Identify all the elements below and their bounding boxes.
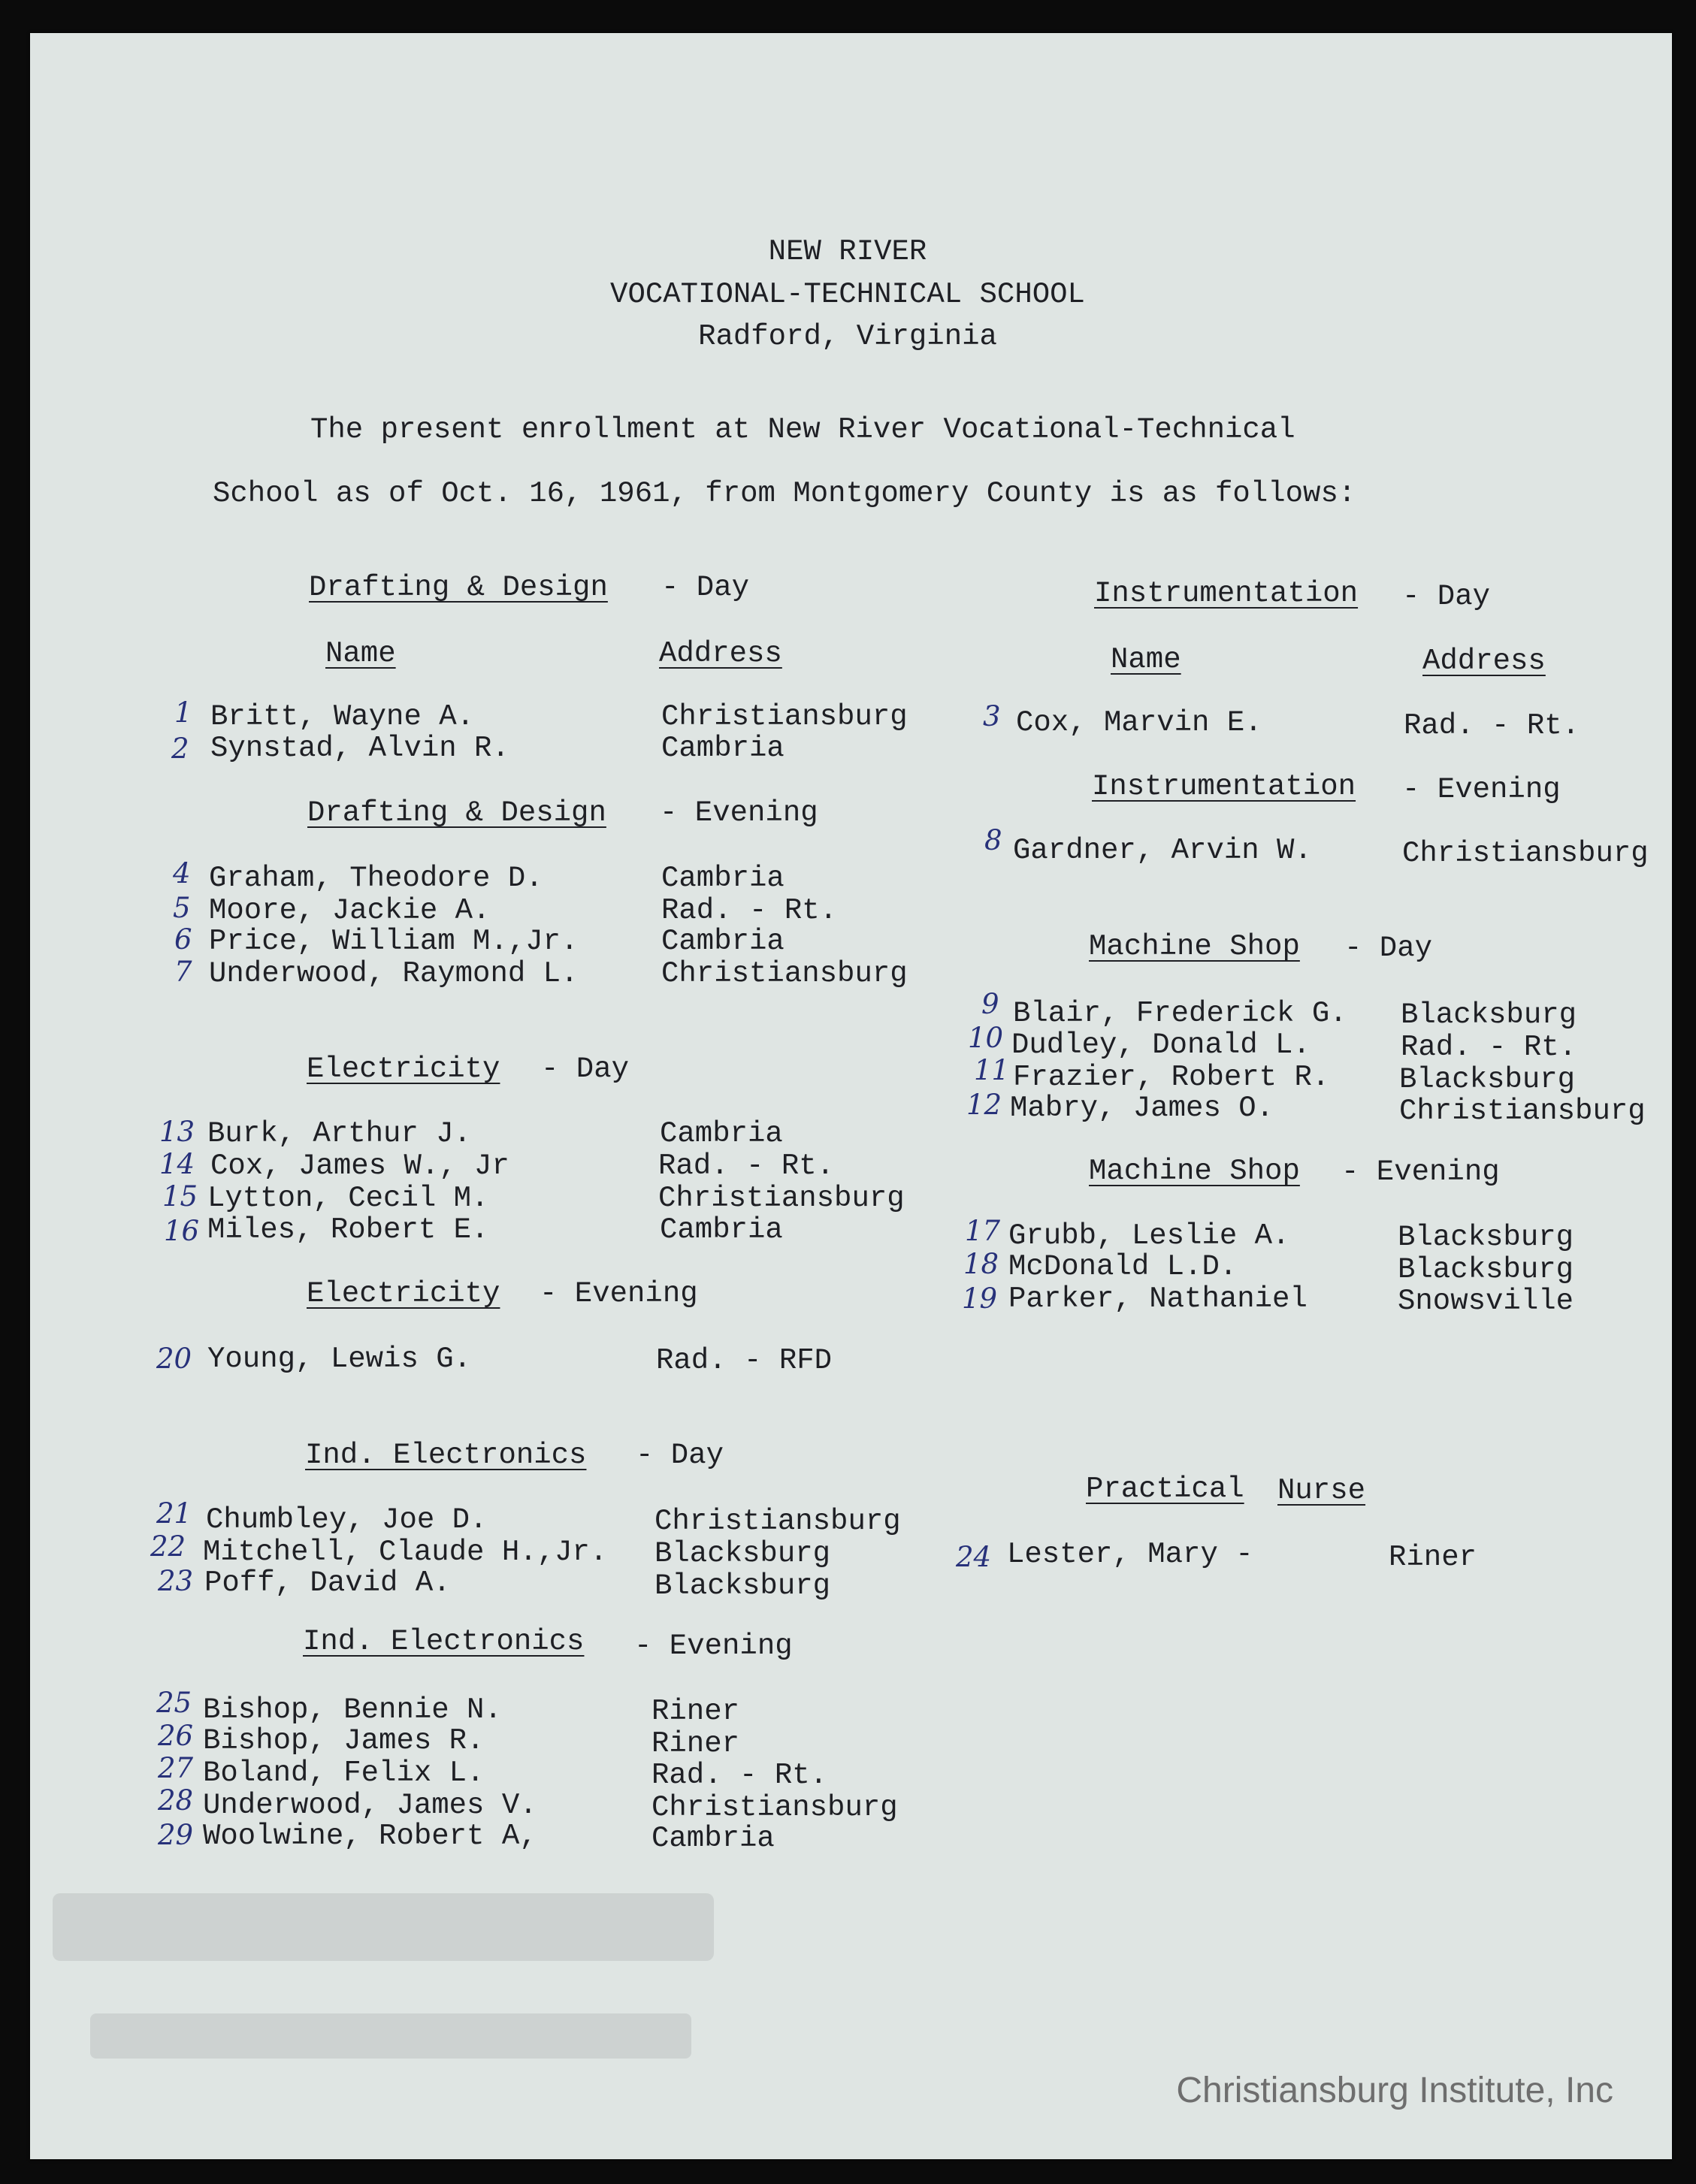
- student-address: Cambria: [661, 732, 785, 765]
- handwritten-number: 13: [159, 1116, 195, 1148]
- handwritten-number: 3: [983, 700, 1001, 733]
- column-header-name: Name: [1111, 643, 1181, 676]
- student-name: Woolwine, Robert A,: [203, 1820, 537, 1853]
- handwritten-number: 19: [962, 1282, 998, 1315]
- handwritten-number: 14: [159, 1148, 195, 1180]
- student-name: Cox, James W., Jr: [210, 1149, 509, 1183]
- section-title: Drafting & Design: [307, 796, 606, 829]
- student-name: Miles, Robert E.: [207, 1213, 489, 1246]
- student-address: Christiansburg: [661, 957, 908, 990]
- handwritten-number: 24: [956, 1541, 992, 1573]
- student-address: Christiansburg: [1402, 837, 1649, 870]
- student-name: Frazier, Robert R.: [1013, 1061, 1330, 1094]
- section-title: Drafting & Design: [309, 571, 608, 604]
- section-session: - Day: [1402, 580, 1491, 613]
- school-name-line1: NEW RIVER: [768, 235, 927, 268]
- student-address: Rad. - RFD: [656, 1344, 833, 1377]
- handwritten-number: 7: [174, 956, 192, 988]
- student-name: Moore, Jackie A.: [209, 894, 491, 927]
- handwritten-number: 15: [162, 1180, 198, 1213]
- section-title: Machine Shop: [1089, 1155, 1300, 1188]
- student-address: Riner: [651, 1695, 740, 1728]
- handwritten-number: 28: [158, 1784, 194, 1817]
- column-header-name: Name: [325, 637, 396, 670]
- student-address: Blacksburg: [1399, 1063, 1576, 1096]
- section-title: Electricity: [307, 1053, 500, 1086]
- section-session: - Evening: [660, 796, 818, 829]
- section-session: - Day: [636, 1439, 724, 1472]
- student-name: Underwood, James V.: [203, 1789, 537, 1822]
- handwritten-number: 16: [164, 1215, 200, 1247]
- student-name: Lester, Mary -: [1007, 1538, 1253, 1571]
- show-through-marks: [45, 1886, 721, 2111]
- student-name: Poff, David A.: [204, 1566, 451, 1599]
- student-address: Cambria: [660, 1117, 783, 1150]
- student-address: Riner: [651, 1727, 740, 1760]
- section-title: Machine Shop: [1089, 930, 1300, 963]
- student-address: Christiansburg: [658, 1182, 905, 1215]
- handwritten-number: 22: [150, 1530, 186, 1563]
- handwritten-number: 26: [158, 1720, 194, 1752]
- student-address: Cambria: [661, 862, 785, 895]
- student-name: Young, Lewis G.: [207, 1343, 472, 1376]
- student-address: Cambria: [660, 1213, 783, 1246]
- handwritten-number: 1: [174, 696, 192, 729]
- student-address: Blacksburg: [1401, 998, 1577, 1032]
- section-title: Ind. Electronics: [305, 1439, 587, 1472]
- student-name: Grubb, Leslie A.: [1008, 1219, 1290, 1252]
- watermark: Christiansburg Institute, Inc: [1176, 2071, 1613, 2110]
- student-name: Graham, Theodore D.: [209, 862, 543, 895]
- handwritten-number: 8: [984, 824, 1002, 856]
- student-address: Christiansburg: [1399, 1095, 1646, 1128]
- student-name: Gardner, Arvin W.: [1013, 834, 1312, 867]
- section-title: Instrumentation: [1094, 577, 1359, 610]
- student-address: Rad. - Rt.: [1401, 1031, 1577, 1064]
- intro-line2: School as of Oct. 16, 1961, from Montgomery County is as follows:: [213, 477, 1356, 510]
- handwritten-number: 18: [963, 1248, 999, 1280]
- handwritten-number: 6: [174, 923, 192, 956]
- student-address: Riner: [1389, 1541, 1477, 1574]
- handwritten-number: 21: [156, 1497, 192, 1530]
- student-name: Price, William M.,Jr.: [209, 925, 579, 958]
- student-name: Britt, Wayne A.: [210, 700, 475, 733]
- student-name: Lytton, Cecil M.: [207, 1182, 489, 1215]
- school-location: Radford, Virginia: [698, 320, 997, 353]
- handwritten-number: 20: [156, 1343, 192, 1375]
- section-title: Ind. Electronics: [303, 1625, 585, 1658]
- handwritten-number: 4: [173, 857, 191, 890]
- student-address: Cambria: [651, 1822, 775, 1855]
- student-name: Boland, Felix L.: [203, 1757, 485, 1790]
- student-name: Cox, Marvin E.: [1016, 706, 1262, 739]
- handwritten-number: 27: [158, 1752, 194, 1784]
- column-header-address: Address: [659, 637, 782, 670]
- section-session: - Evening: [1402, 773, 1561, 806]
- student-address: Rad. - Rt.: [651, 1759, 828, 1792]
- handwritten-number: 17: [965, 1215, 1001, 1247]
- student-address: Snowsville: [1398, 1285, 1574, 1318]
- student-address: Christiansburg: [651, 1791, 898, 1824]
- handwritten-number: 29: [158, 1819, 194, 1851]
- student-name: Mabry, James O.: [1010, 1092, 1274, 1125]
- handwritten-number: 5: [173, 892, 191, 924]
- section-session: - Evening: [1341, 1155, 1500, 1189]
- student-address: Christiansburg: [655, 1505, 901, 1538]
- section-title-part2: Nurse: [1277, 1474, 1366, 1507]
- handwritten-number: 12: [966, 1089, 1002, 1121]
- student-address: Rad. - Rt.: [661, 894, 838, 927]
- intro-line1: The present enrollment at New River Vocational-Technical: [310, 413, 1295, 446]
- handwritten-number: 11: [974, 1054, 1010, 1086]
- student-address: Rad. - Rt.: [658, 1149, 835, 1183]
- student-name: Dudley, Donald L.: [1011, 1029, 1311, 1062]
- section-session: - Evening: [540, 1277, 698, 1310]
- student-name: McDonald L.D.: [1008, 1250, 1238, 1283]
- section-session: - Evening: [634, 1630, 793, 1663]
- student-address: Blacksburg: [1398, 1253, 1574, 1286]
- school-name-line2: VOCATIONAL-TECHNICAL SCHOOL: [610, 278, 1085, 311]
- student-name: Mitchell, Claude H.,Jr.: [203, 1536, 608, 1569]
- section-title: Instrumentation: [1092, 770, 1356, 803]
- student-address: Blacksburg: [1398, 1221, 1574, 1254]
- student-name: Chumbley, Joe D.: [206, 1503, 488, 1536]
- section-session: - Day: [661, 571, 750, 604]
- section-session: - Day: [541, 1053, 630, 1086]
- student-address: Christiansburg: [661, 700, 908, 733]
- student-name: Bishop, James R.: [203, 1724, 485, 1757]
- student-name: Parker, Nathaniel: [1008, 1282, 1308, 1316]
- student-address: Blacksburg: [655, 1537, 831, 1570]
- student-name: Blair, Frederick G.: [1013, 997, 1347, 1030]
- section-session: - Day: [1344, 932, 1433, 965]
- student-name: Underwood, Raymond L.: [209, 957, 579, 990]
- student-name: Bishop, Bennie N.: [203, 1693, 502, 1726]
- section-title: Electricity: [307, 1277, 500, 1310]
- handwritten-number: 23: [158, 1565, 194, 1597]
- handwritten-number: 2: [171, 733, 189, 765]
- student-name: Synstad, Alvin R.: [210, 732, 509, 765]
- handwritten-number: 25: [156, 1687, 192, 1719]
- column-header-address: Address: [1422, 645, 1546, 678]
- student-address: Cambria: [661, 925, 785, 958]
- student-address: Rad. - Rt.: [1404, 709, 1580, 742]
- student-address: Blacksburg: [655, 1569, 831, 1603]
- handwritten-number: 10: [968, 1022, 1004, 1054]
- student-name: Burk, Arthur J.: [207, 1117, 472, 1150]
- section-title-part1: Practical: [1086, 1473, 1244, 1506]
- handwritten-number: 9: [981, 988, 999, 1020]
